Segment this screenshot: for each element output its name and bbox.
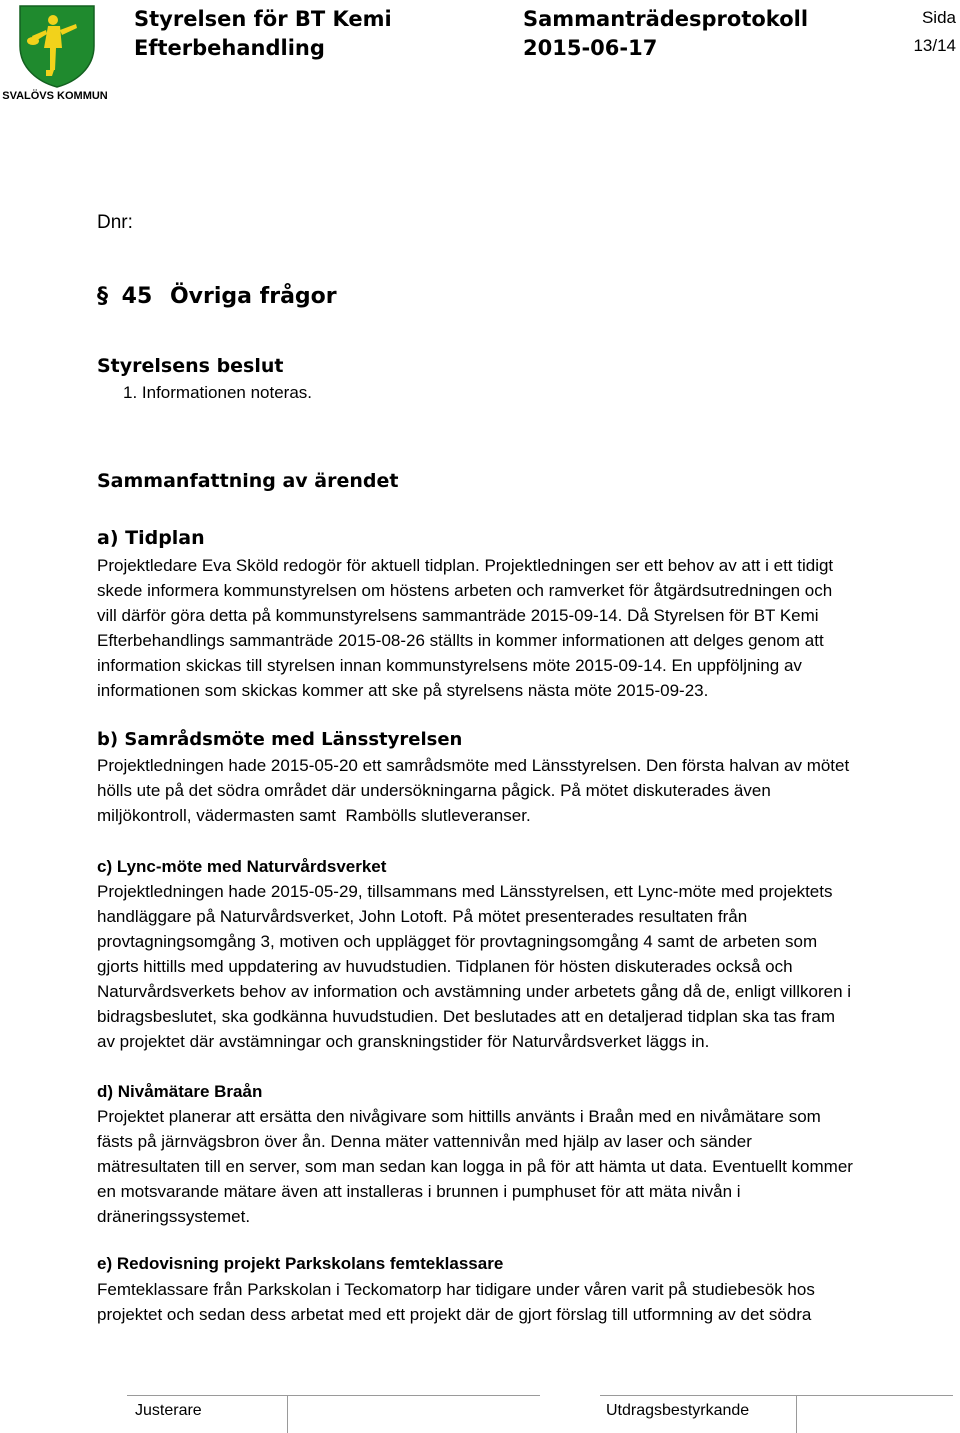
page-label: Sida	[921, 8, 956, 27]
paragraph-line: Naturvårdsverkets behov av information och avstämning under arbetets gång då de, enligt villkoren i	[97, 982, 852, 1001]
footer-rule-right	[600, 1395, 953, 1396]
subheading-e: e) Redovisning projekt Parkskolans femteklassare	[97, 1254, 504, 1273]
paragraph-c	[97, 879, 955, 1054]
section-symbol: §	[97, 284, 108, 309]
section-number: 45	[121, 284, 153, 309]
paragraph-line: informationen som skickas kommer att ske på styrelsens nästa möte 2015-09-23.	[97, 681, 709, 700]
paragraph-b	[97, 753, 955, 828]
paragraph-line: dräneringssystemet.	[97, 1207, 251, 1226]
paragraph-line: projektet och sedan dess arbetat med ett projekt där de gjort förslag till utformning av det södra	[97, 1305, 812, 1324]
paragraph-d	[97, 1104, 955, 1229]
subheading-a: a) Tidplan	[97, 527, 205, 549]
decision-heading: Styrelsens beslut	[97, 355, 284, 377]
paragraph-line: Projektledningen hade 2015-05-29, tillsammans med Länsstyrelsen, ett Lync-möte med projektets	[97, 882, 833, 901]
paragraph-line: bidragsbeslutet, ska godkänna huvudstudien. Det beslutades att en detaljerad tidplan ska tas fram	[97, 1007, 836, 1026]
paragraph-a	[97, 553, 955, 703]
footer-divider	[287, 1395, 288, 1433]
paragraph-line: handläggare på Naturvårdsverket, John Lotoft. På mötet presenterades resultaten från	[97, 907, 748, 926]
coat-of-arms-icon	[2, 4, 110, 88]
org-title-line2: Efterbehandling	[134, 36, 325, 60]
paragraph-line: fästs på järnvägsbron över ån. Denna mäter vattennivån med hjälp av laser och sänder	[97, 1132, 752, 1151]
paragraph-e	[97, 1277, 955, 1327]
section-title: Övriga frågor	[169, 284, 337, 309]
org-title	[134, 5, 392, 63]
summary-heading: Sammanfattning av ärendet	[97, 470, 399, 492]
paragraph-line: hölls ute på det södra området där undersökningarna pågick. På mötet diskuterades även	[97, 781, 771, 800]
page-indicator	[913, 4, 956, 60]
section-heading	[97, 284, 337, 309]
decision-item: 1. Informationen noteras.	[123, 383, 313, 402]
page-number: 13/14	[913, 36, 956, 55]
paragraph-line: provtagningsomgång 3, motiven och upplägget för provtagningsomgång 4 samt de arbeten som	[97, 932, 818, 951]
paragraph-line: Projektledare Eva Sköld redogör för aktuell tidplan. Projektledningen ser ett behov av att i ett tidigt	[97, 556, 834, 575]
paragraph-line: Projektet planerar att ersätta den nivågivare som hittills använts i Braån med en nivåmätare som	[97, 1107, 821, 1126]
paragraph-line: information skickas till styrelsen innan kommunstyrelsens möte 2015-09-14. En uppföljning av	[97, 656, 802, 675]
paragraph-line: miljökontroll, vädermasten samt Rambölls slutleveranser.	[97, 806, 531, 825]
paragraph-line: av projektet där avstämningar och granskningstider för Naturvårdsverket läggs in.	[97, 1032, 710, 1051]
footer-utdragsbestyrkande: Utdragsbestyrkande	[606, 1402, 750, 1419]
paragraph-line: Efterbehandlings sammanträde 2015-08-26 ställts in kommer informationen att delges genom att	[97, 631, 824, 650]
subheading-b: b) Samrådsmöte med Länsstyrelsen	[97, 729, 463, 750]
doc-type: Sammanträdesprotokoll	[523, 7, 809, 31]
paragraph-line: Femteklassare från Parkskolan i Teckomatorp har tidigare under våren varit på studiebesök hos	[97, 1280, 815, 1299]
municipality-logo	[2, 4, 110, 106]
paragraph-line: vill därför göra detta på kommunstyrelsens sammanträde 2015-09-14. Då Styrelsen för BT Kemi	[97, 606, 819, 625]
paragraph-line: mätresultaten till en server, som man sedan kan logga in på för att hämta ut data. Eventuellt kommer	[97, 1157, 853, 1176]
footer-divider	[796, 1395, 797, 1433]
doc-title	[523, 5, 808, 63]
paragraph-line: skede informera kommunstyrelsen om höstens arbeten och ramverket för åtgärdsutredningen och	[97, 581, 833, 600]
doc-date: 2015-06-17	[523, 36, 658, 60]
logo-caption: SVALÖVS KOMMUN	[2, 90, 108, 102]
paragraph-line: gjorts hittills med uppdatering av huvudstudien. Tidplanen för hösten diskuterades också och	[97, 957, 793, 976]
paragraph-line: Projektledningen hade 2015-05-20 ett samrådsmöte med Länsstyrelsen. Den första halvan av mötet	[97, 756, 850, 775]
footer-rule-left	[127, 1395, 540, 1396]
paragraph-line: en motsvarande mätare även att installeras i brunnen i pumphuset för att mäta nivån i	[97, 1182, 741, 1201]
dnr-label: Dnr:	[97, 212, 133, 233]
subheading-c: c) Lync-möte med Naturvårdsverket	[97, 857, 387, 876]
org-title-line1: Styrelsen för BT Kemi	[134, 7, 392, 31]
subheading-d: d) Nivåmätare Braån	[97, 1082, 263, 1101]
footer-justerare: Justerare	[135, 1402, 202, 1419]
